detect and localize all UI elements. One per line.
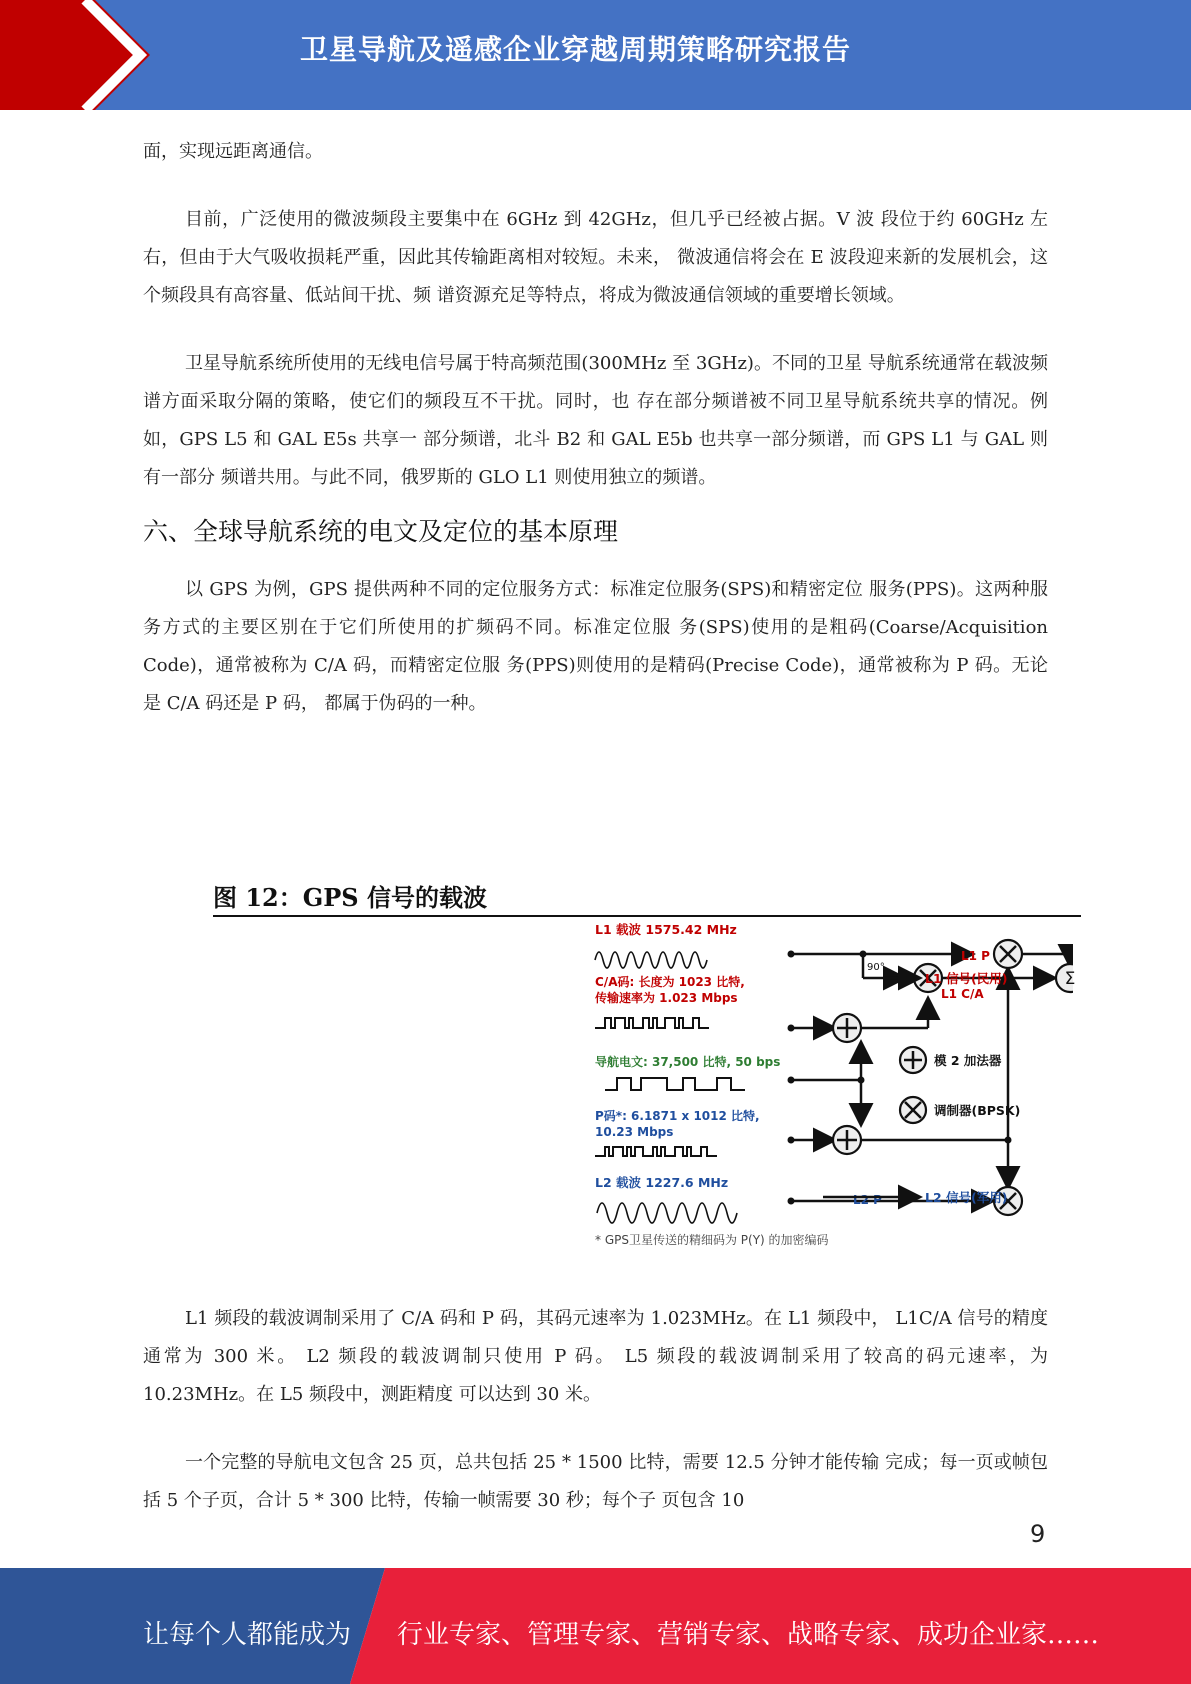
page-header [0, 0, 1191, 110]
page-number: 9 [1030, 1520, 1046, 1548]
paragraph-3: 卫星导航系统所使用的无线电信号属于特高频范围(300MHz 至 3GHz)。不同的卫星 导航系统通常在载波频谱方面采取分隔的策略，使它们的频段互不干扰。同时，也 存在部分频谱被不同卫星导航系统共享的情况。例如，GPS L5 和 GAL E5s 共享一 部分频谱，北斗 B2 和 GAL E5b 也共享一部分频谱，而 GPS L1 与 GAL 则有一部分 频谱共用。与此不同，俄罗斯的 GLO L1 则使用独立的频谱。 [143, 353, 1048, 488]
label-ca-code-2: 传输速率为 1.023 Mbps [595, 991, 738, 1005]
label-l1-signal: L1 信号(民用) [925, 971, 1008, 986]
page-footer [0, 1568, 1191, 1684]
legend-adder-label: 模 2 加法器 [934, 1053, 1002, 1068]
label-l1p: L1 P [961, 949, 990, 963]
bottom-content [143, 1300, 1048, 1520]
sum-symbol: Σ [1064, 969, 1076, 989]
label-ca-code-1: C/A码: 长度为 1023 比特, [595, 975, 745, 989]
label-l2p: L2 P [853, 1193, 882, 1207]
main-content [143, 133, 1048, 723]
label-l1ca: L1 C/A [941, 987, 984, 1001]
footer-slogan-left: 让每个人都能成为 [143, 1620, 352, 1650]
figure-title: 图 12：GPS 信号的载波 [213, 883, 487, 912]
label-l1-carrier: L1 载波 1575.42 MHz [595, 922, 737, 937]
footnote: * GPS卫星传送的精细码为 P(Y) 的加密编码 [595, 1233, 829, 1247]
label-p-code-1: P码*: 6.1871 x 1012 比特, [595, 1109, 760, 1123]
footer-slogan-right: 行业专家、管理专家、营销专家、战略专家、成功企业家…… [397, 1620, 1100, 1650]
header-title: 卫星导航及遥感企业穿越周期策略研究报告 [300, 33, 852, 66]
paragraph-4: L1 频段的载波调制采用了 C/A 码和 P 码，其码元速率为 1.023MHz。在 L1 频段中， L1C/A 信号的精度通常为 300 米。 L2 频段的载波调制只使用 P 码。 L5 频段的载波调制采用了较高的码元速率，为 10.23MHz。在 L5 频段中，测距精度 可以达到 30 米。 [143, 1308, 1048, 1405]
legend-adder [900, 1047, 1002, 1073]
legend-modulator-label: 调制器(BPSK) [934, 1103, 1021, 1118]
gps-diagram-right [373, 920, 1093, 1255]
header-red-arrow [0, 0, 150, 110]
label-l2-carrier: L2 载波 1227.6 MHz [595, 1175, 729, 1190]
paragraph-2: 目前，广泛使用的微波频段主要集中在 6GHz 到 42GHz，但几乎已经被占据。V 波 段位于约 60GHz 左右，但由于大气吸收损耗严重，因此其传输距离相对较短。未来， 微波通信将会在 E 波段迎来新的发展机会，这个频段具有高容量、低站间干扰、频 谱资源充足等特点，将成为微波通信领域的重要增长领域。 [143, 209, 1048, 306]
section-paragraph: 以 GPS 为例，GPS 提供两种不同的定位服务方式：标准定位服务(SPS)和精密定位 服务(PPS)。这两种服务方式的主要区别在于它们所使用的扩频码不同。标准定位服 务(SPS)使用的是粗码(Coarse/Acquisition Code)，通常被称为 C/A 码，而精密定位服 务(PPS)则使用的是精码(Precise Code)，通常被称为 P 码。无论是 C/A 码还是 P 码， 都属于伪码的一种。 [143, 579, 1048, 714]
figure-title-rule [213, 915, 1081, 917]
label-phase-90: 90° [867, 962, 885, 973]
label-l2-signal: L2 信号(军用) [925, 1190, 1008, 1205]
section-heading: 六、全球导航系统的电文及定位的基本原理 [143, 517, 619, 546]
legend-modulator [900, 1097, 1020, 1123]
paragraph-5: 一个完整的导航电文包含 25 页，总共包括 25 * 1500 比特，需要 12.5 分钟才能传输 完成；每一页或帧包括 5 个子页，合计 5 * 300 比特，传输一帧需要 30 秒；每个子 页包含 10 [143, 1452, 1048, 1511]
label-nav-message: 导航电文: 37,500 比特, 50 bps [595, 1055, 781, 1069]
paragraph-1: 面，实现远距离通信。 [143, 141, 323, 162]
label-p-code-2: 10.23 Mbps [595, 1125, 674, 1139]
